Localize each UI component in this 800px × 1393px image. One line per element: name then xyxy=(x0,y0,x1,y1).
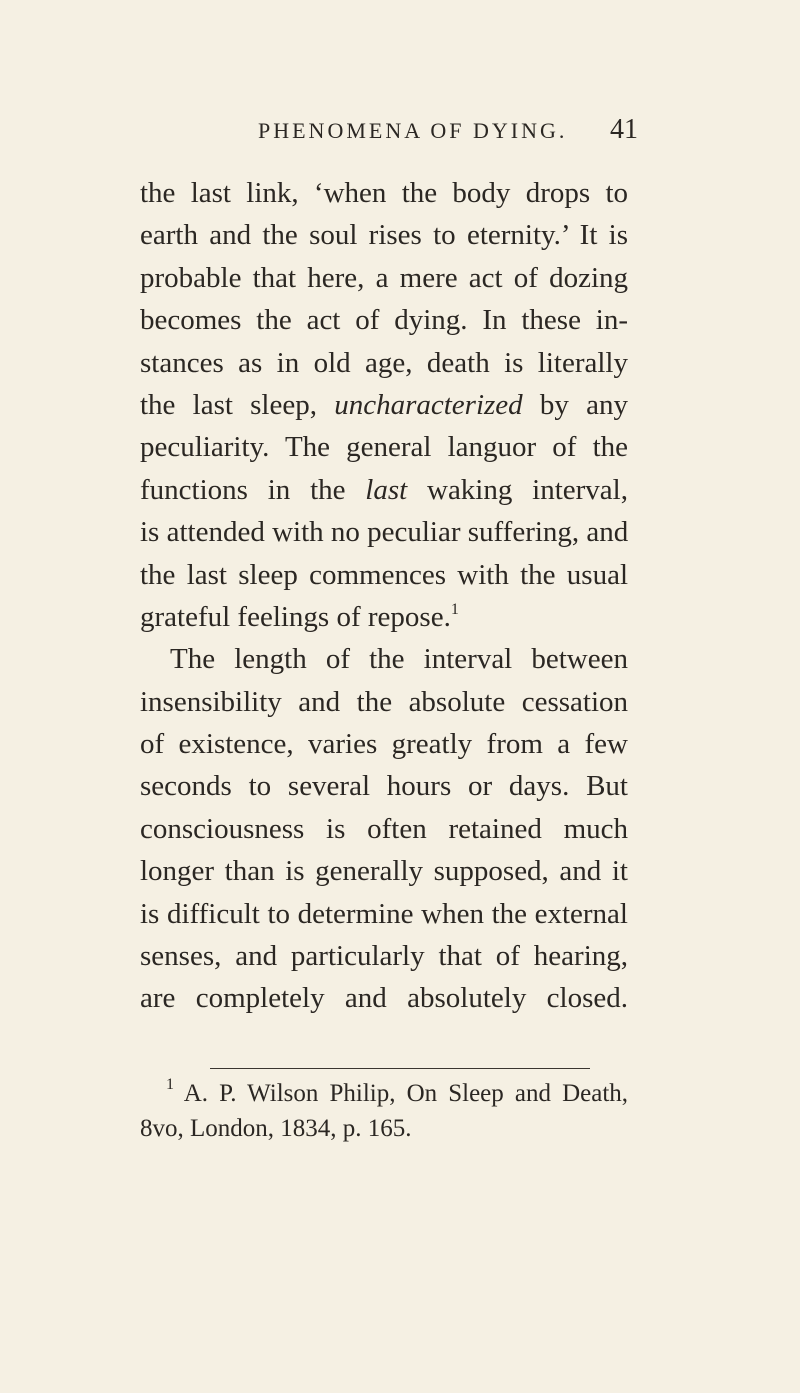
footnote-text: A. P. Wilson Philip, On Sleep and Death, xyxy=(183,1080,629,1107)
running-title: PHENOMENA OF DYING. xyxy=(258,118,568,143)
text-line xyxy=(140,554,628,596)
text-line xyxy=(140,511,628,553)
text-run: are completely and absolutely closed. xyxy=(140,982,628,1015)
text-line xyxy=(140,214,628,256)
text-line xyxy=(140,977,628,1019)
text-line xyxy=(140,596,628,638)
footnote xyxy=(140,1076,628,1146)
text-run: functions in the xyxy=(140,473,366,506)
footnote-line xyxy=(140,1111,628,1146)
body-text xyxy=(140,172,628,1020)
page-number: 41 xyxy=(610,114,638,145)
text-line xyxy=(140,765,628,807)
text-line xyxy=(140,723,628,765)
emphasis: last xyxy=(365,473,408,506)
text-run: is attended with no peculiar suffering, and xyxy=(140,516,629,549)
emphasis: uncharacterized xyxy=(334,388,523,421)
text-run: the last link, ‘when the body drops to xyxy=(140,177,628,209)
text-line xyxy=(140,681,628,723)
text-line xyxy=(140,426,628,468)
text-run: consciousness is often retained much xyxy=(140,812,628,845)
footnote-reference: 1 xyxy=(450,600,459,618)
text-line xyxy=(140,469,628,511)
text-run: longer than is generally supposed, and it xyxy=(140,855,628,888)
text-line xyxy=(140,172,628,214)
text-run: The length of the interval between xyxy=(170,643,628,676)
text-run: probable that here, a mere act of dozing xyxy=(140,261,628,294)
footnote-text: 8vo, London, 1834, p. 165. xyxy=(140,1115,412,1142)
text-line xyxy=(140,342,628,384)
running-head xyxy=(258,114,638,154)
text-run: the last sleep commences with the usual xyxy=(140,558,628,591)
text-line xyxy=(140,299,628,341)
text-run: the last sleep, xyxy=(140,388,335,421)
footnote-line xyxy=(140,1076,628,1111)
text-run: grateful feelings of repose. xyxy=(140,600,451,633)
text-line xyxy=(140,935,628,977)
text-run: senses, and particularly that of hearing, xyxy=(140,940,628,973)
text-run: is difficult to determine when the external xyxy=(140,897,628,930)
text-run: seconds to several hours or days. But xyxy=(140,770,628,803)
text-line xyxy=(140,257,628,299)
text-line xyxy=(140,808,628,850)
text-line xyxy=(140,893,628,935)
text-run: of existence, varies greatly from a few xyxy=(140,728,628,761)
text-run: becomes the act of dying. In these in- xyxy=(140,304,628,337)
text-run: by any xyxy=(522,388,628,421)
text-run: stances as in old age, death is literally xyxy=(140,346,628,379)
footnote-marker: 1 xyxy=(166,1076,174,1093)
footnote-rule xyxy=(210,1068,590,1069)
text-run: insensibility and the absolute cessation xyxy=(140,685,628,718)
text-line xyxy=(140,850,628,892)
text-run: peculiarity. The general languor of the xyxy=(140,431,628,464)
text-line xyxy=(140,384,628,426)
text-run: waking interval, xyxy=(407,473,628,506)
text-line xyxy=(140,638,628,680)
text-run: earth and the soul rises to eternity.’ It is xyxy=(140,219,628,252)
